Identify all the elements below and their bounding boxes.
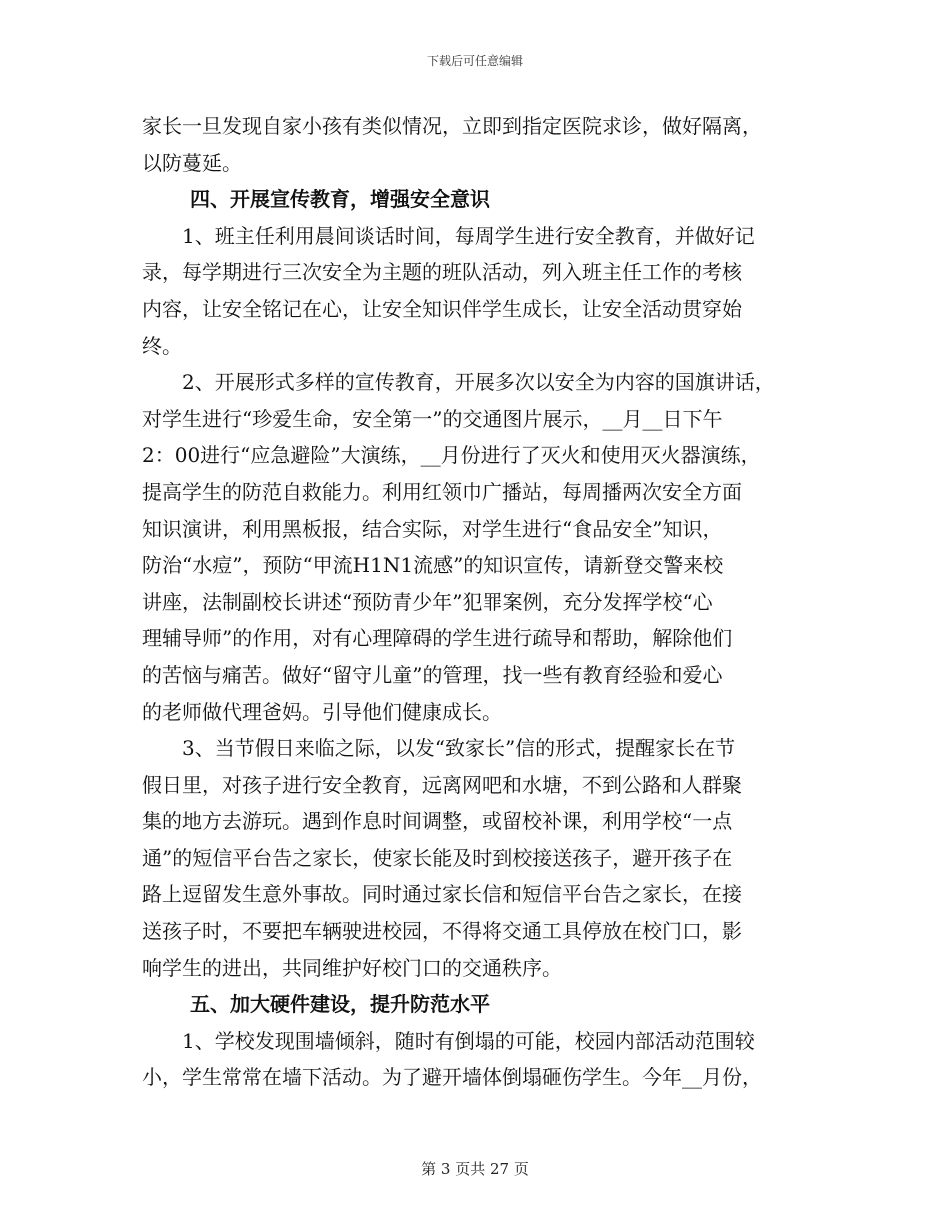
document-body (142, 108, 822, 1096)
text-line: 录，每学期进行三次安全为主题的班队活动，列入班主任工作的考核 (142, 260, 742, 285)
text-line: 集的地方去游玩。遇到作息时间调整，或留校补课，利用学校“一点 (142, 809, 733, 834)
paragraph-start: 1、班主任利用晨间谈话时间，每周学生进行安全教育，并做好记 (182, 223, 755, 248)
text-line: 以防蔓延。 (142, 150, 242, 175)
text-line: 路上逗留发生意外事故。同时通过家长信和短信平台告之家长，在接 (142, 882, 742, 907)
text-line: 假日里，对孩子进行安全教育，远离网吧和水塘，不到公路和人群聚 (142, 772, 742, 797)
paragraph-start: 2、开展形式多样的宣传教育，开展多次以安全为内容的国旗讲话， (182, 370, 775, 395)
section-heading: 四、开展宣传教育，增强安全意识 (190, 187, 490, 212)
text-line: 响学生的进出，共同维护好校门口的交通秩序。 (142, 955, 562, 980)
text-line: 终。 (142, 333, 182, 358)
text-line: 送孩子时，不要把车辆驶进校园，不得将交通工具停放在校门口，影 (142, 919, 742, 944)
page-header: 下载后可任意编辑 (426, 54, 523, 68)
text-line: 理辅导师”的作用，对有心理障碍的学生进行疏导和帮助，解除他们 (142, 626, 733, 651)
text-line: 讲座，法制副校长讲述“预防青少年”犯罪案例，充分发挥学校“心 (142, 589, 713, 614)
paragraph-start: 1、学校发现围墙倾斜，随时有倒塌的可能，校园内部活动范围较 (182, 1028, 755, 1053)
text-line: 的苦恼与痛苦。做好“留守儿童”的管理，找一些有教育经验和爱心 (142, 662, 723, 687)
text-line: 小，学生常常在墙下活动。为了避开墙体倒塌砸伤学生。今年__月份， (142, 1065, 762, 1090)
text-line: 内容，让安全铭记在心，让安全知识伴学生成长，让安全活动贯穿始 (142, 296, 742, 321)
text-line: 对学生进行“珍爱生命，安全第一”的交通图片展示，__月__日下午 (142, 406, 723, 431)
section-heading: 五、加大硬件建设，提升防范水平 (190, 992, 490, 1017)
text-line: 防治“水痘”，预防“甲流H1N1流感”的知识宣传，请新登交警来校 (142, 553, 724, 578)
text-line: 2：00进行“应急避险”大演练，__月份进行了灭火和使用灭火器演练， (142, 443, 761, 468)
text-line: 提高学生的防范自救能力。利用红领巾广播站，每周播两次安全方面 (142, 479, 742, 504)
text-line: 的老师做代理爸妈。引导他们健康成长。 (142, 699, 502, 724)
text-line: 家长一旦发现自家小孩有类似情况，立即到指定医院求诊，做好隔离， (142, 114, 762, 138)
text-line: 知识演讲，利用黑板报，结合实际，对学生进行“食品安全”知识， (142, 516, 723, 541)
paragraph-start: 3、当节假日来临之际，以发“致家长”信的形式，提醒家长在节 (182, 736, 736, 761)
page-footer: 第 3 页共 27 页 (421, 1160, 529, 1178)
text-line: 通”的短信平台告之家长，使家长能及时到校接送孩子，避开孩子在 (142, 845, 733, 870)
